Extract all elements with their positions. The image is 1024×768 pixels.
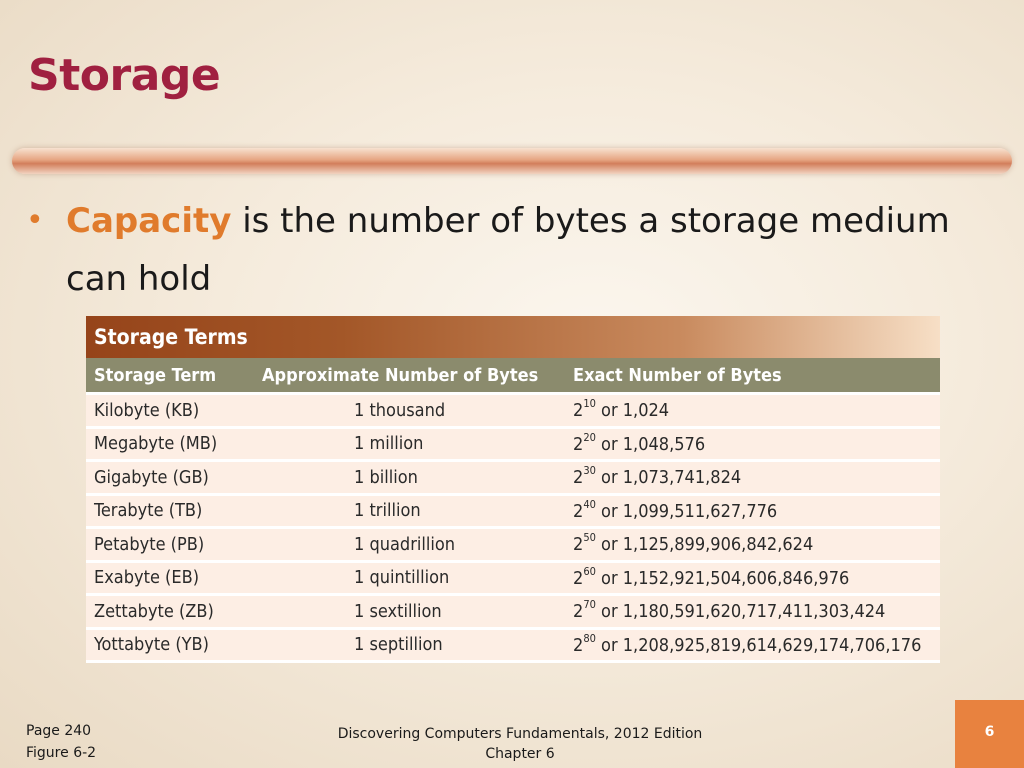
footer-source [26,720,96,764]
table-row [86,427,940,461]
cell-exact-bytes [565,394,940,428]
power-exponent: 10 [583,397,596,411]
bullet-text [66,192,1006,308]
cell-storage-term: Gigabyte (GB) [86,461,254,495]
power-base: 2 [573,467,584,489]
bullet-line-1: is the number of bytes a storage medium [231,201,950,241]
cell-storage-term: Yottabyte (YB) [86,628,254,662]
table-row [86,628,940,662]
footer-book-title: Discovering Computers Fundamentals, 2012 Edition [337,726,703,742]
footer-figure: Figure 6-2 [26,745,97,761]
exact-value: or 1,073,741,824 [595,467,742,489]
table-row [86,394,940,428]
table-row [86,528,940,562]
cell-approximate-bytes: 1 septillion [254,628,565,662]
slide-title: Storage [28,50,221,101]
cell-exact-bytes [565,561,940,595]
power-base: 2 [573,400,584,422]
exact-value: or 1,125,899,906,842,624 [595,534,814,556]
cell-approximate-bytes: 1 thousand [254,394,565,428]
power-base: 2 [573,634,584,656]
cell-approximate-bytes: 1 quintillion [254,561,565,595]
cell-approximate-bytes: 1 million [254,427,565,461]
exact-value: or 1,024 [595,400,670,422]
cell-storage-term: Zettabyte (ZB) [86,595,254,629]
cell-storage-term: Megabyte (MB) [86,427,254,461]
power-exponent: 80 [583,631,596,645]
storage-terms-figure [86,316,940,662]
exact-value: or 1,180,591,620,717,411,303,424 [595,601,886,623]
cell-approximate-bytes: 1 sextillion [254,595,565,629]
footer-chapter: Chapter 6 [485,746,555,762]
power-exponent: 40 [583,497,596,511]
table-title: Storage Terms [86,316,940,358]
exact-value: or 1,099,511,627,776 [595,500,778,522]
power-exponent: 50 [583,531,596,545]
cell-exact-bytes [565,528,940,562]
power-exponent: 60 [583,564,596,578]
cell-storage-term: Exabyte (EB) [86,561,254,595]
power-exponent: 70 [583,598,596,612]
cell-approximate-bytes: 1 trillion [254,494,565,528]
title-divider-bar [12,148,1012,174]
footer-book-info [320,724,720,764]
power-base: 2 [573,567,584,589]
table-row [86,494,940,528]
power-base: 2 [573,601,584,623]
power-exponent: 30 [583,464,596,478]
table-body [86,394,940,662]
bullet-icon: • [26,203,44,238]
bullet-line-2: can hold [66,259,212,299]
cell-exact-bytes [565,494,940,528]
column-header-approximate: Approximate Number of Bytes [254,358,565,394]
cell-approximate-bytes: 1 quadrillion [254,528,565,562]
table-row [86,595,940,629]
slide-number-box [955,700,1024,768]
column-header-exact: Exact Number of Bytes [565,358,940,394]
power-base: 2 [573,500,584,522]
footer-page: Page 240 [26,723,92,739]
column-header-storage-term: Storage Term [86,358,254,394]
cell-storage-term: Terabyte (TB) [86,494,254,528]
table-row [86,561,940,595]
power-base: 2 [573,534,584,556]
bullet-point [26,192,1006,308]
cell-exact-bytes [565,595,940,629]
cell-storage-term: Petabyte (PB) [86,528,254,562]
slide-number: 6 [984,724,995,740]
power-exponent: 20 [583,430,596,444]
cell-approximate-bytes: 1 billion [254,461,565,495]
bullet-term: Capacity [66,201,232,241]
cell-exact-bytes [565,461,940,495]
table-header-row [86,358,940,394]
exact-value: or 1,048,576 [595,433,706,455]
cell-exact-bytes [565,427,940,461]
exact-value: or 1,152,921,504,606,846,976 [595,567,850,589]
cell-storage-term: Kilobyte (KB) [86,394,254,428]
table-row [86,461,940,495]
exact-value: or 1,208,925,819,614,629,174,706,176 [595,634,922,656]
cell-exact-bytes [565,628,940,662]
power-base: 2 [573,433,584,455]
storage-terms-table [86,358,940,663]
